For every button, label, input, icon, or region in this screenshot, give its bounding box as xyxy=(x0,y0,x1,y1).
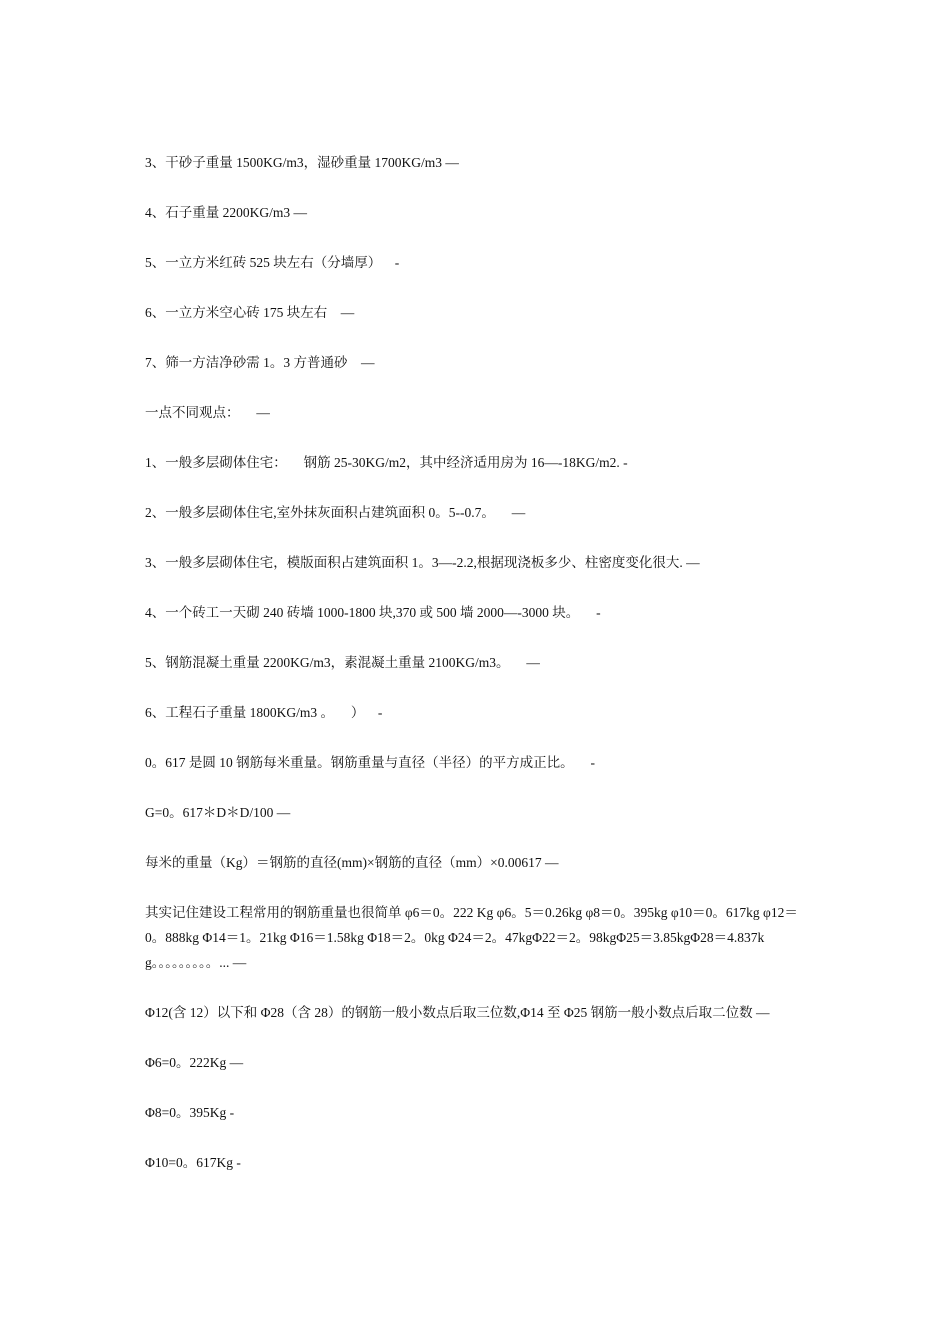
paragraph-stone-weight: 4、石子重量 2200KG/m3 — xyxy=(145,205,307,220)
paragraph-sieved-sand: 7、筛一方洁净砂需 1。3 方普通砂 — xyxy=(145,355,375,370)
paragraph-concrete-weight: 5、钢筋混凝土重量 2200KG/m3，素混凝土重量 2100KG/m3。 — xyxy=(145,655,540,670)
paragraph-phi6: Φ6=0。222Kg — xyxy=(145,1055,244,1070)
paragraph-rebar-weight-ratio: 0。617 是圆 10 钢筋每米重量。钢筋重量与直径（半径）的平方成正比。 - xyxy=(145,755,595,770)
paragraph-phi8: Φ8=0。395Kg - xyxy=(145,1105,235,1120)
paragraph-decimal-rule: Φ12(含 12）以下和 Φ28（含 28）的钢筋一般小数点后取三位数,Φ14 至 Φ25 钢筋一般小数点后取二位数 — xyxy=(145,1005,770,1020)
paragraph-dry-sand-weight: 3、干砂子重量 1500KG/m3，湿砂重量 1700KG/m3 — xyxy=(145,155,459,170)
paragraph-phi10: Φ10=0。617Kg - xyxy=(145,1155,241,1170)
paragraph-weight-per-meter: 每米的重量（Kg）＝钢筋的直径(mm)×钢筋的直径（mm）×0.00617 — xyxy=(145,855,559,870)
paragraph-formwork-area: 3、一般多层砌体住宅，模版面积占建筑面积 1。3—-2.2,根据现浇板多少、柱密度变化很大. — xyxy=(145,555,700,570)
paragraph-weight-formula: G=0。617＊D＊D/100 — xyxy=(145,805,291,820)
document-body xyxy=(145,150,810,1175)
paragraph-red-brick-count: 5、一立方米红砖 525 块左右（分墙厚） - xyxy=(145,255,400,270)
paragraph-rebar-per-m2: 1、一般多层砌体住宅： 钢筋 25-30KG/m2，其中经济适用房为 16—-18KG/m2. - xyxy=(145,455,628,470)
paragraph-bricklayer-output: 4、一个砖工一天砌 240 砖墙 1000-1800 块,370 或 500 墙 2000—-3000 块。 - xyxy=(145,605,601,620)
paragraph-engineering-stone-weight: 6、工程石子重量 1800KG/m3 。 ） - xyxy=(145,705,383,720)
paragraph-plaster-area: 2、一般多层砌体住宅,室外抹灰面积占建筑面积 0。5--0.7。 — xyxy=(145,505,526,520)
paragraph-different-views-heading: 一点不同观点： — xyxy=(145,405,270,420)
paragraph-hollow-brick-count: 6、一立方米空心砖 175 块左右 — xyxy=(145,305,355,320)
paragraph-common-rebar-weights: 其实记住建设工程常用的钢筋重量也很简单 φ6＝0。222 Kg φ6。5＝0.26kg φ8＝0。395kg φ10＝0。617kg φ12＝0。888kg Φ14＝1。21kg Φ16＝1.58kg Φ18＝2。0kg Φ24＝2。47kgΦ22＝2。98kgΦ25＝3.85kgΦ28＝4.837kg。。。。。。。。。... — xyxy=(145,905,798,970)
